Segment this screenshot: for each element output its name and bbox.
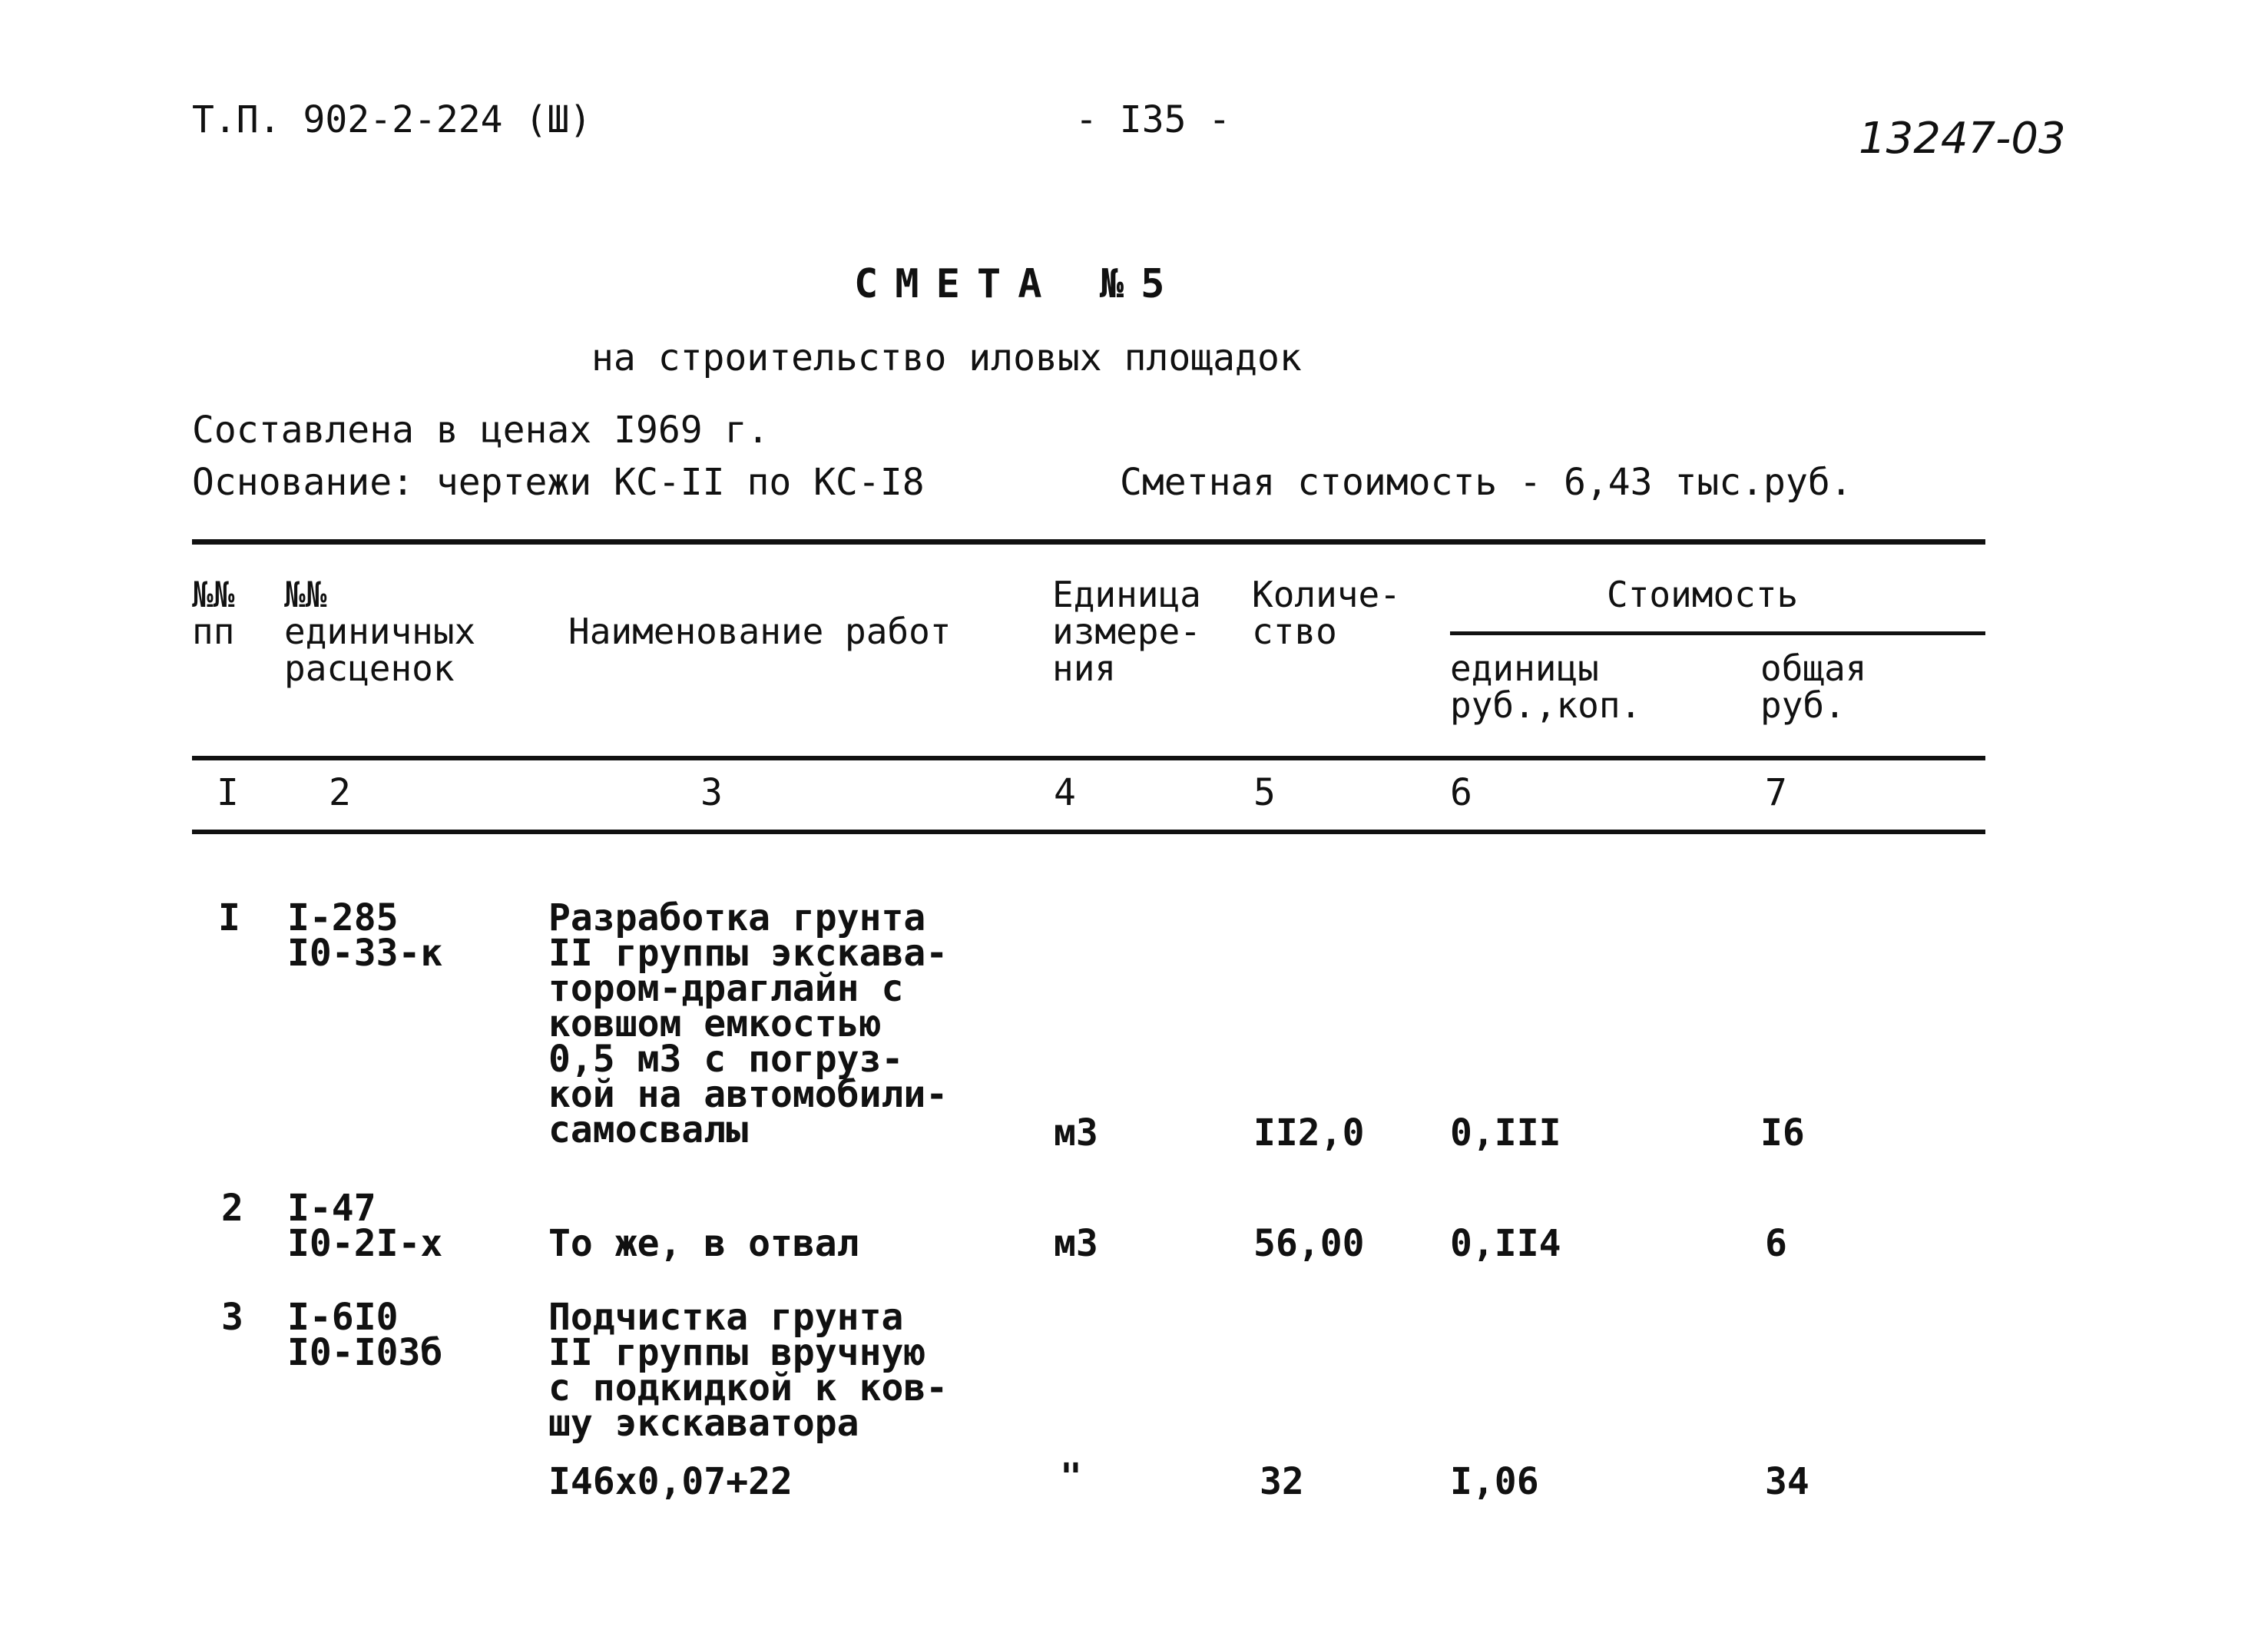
column-number: 4 (1054, 771, 1076, 814)
row-number: 3 (221, 1296, 243, 1339)
rate-code: I-47 I0-2I-х (287, 1187, 443, 1265)
header-cost-group: Стоимость (1607, 574, 1799, 615)
header-work-name: Наименование работ (568, 611, 952, 652)
handwritten-number: 13247-03 (1859, 114, 2066, 164)
header-unit: Единица измере- ния (1052, 574, 1201, 689)
column-number: 3 (700, 771, 723, 814)
header-quantity: Количе- ство (1252, 574, 1401, 652)
quantity: 32 (1260, 1460, 1304, 1503)
column-number: 7 (1765, 771, 1787, 814)
unit: м3 (1054, 1111, 1098, 1154)
cost-group-rule (1450, 631, 1985, 635)
work-name: То же, в отвал (548, 1222, 859, 1265)
header-bottom-rule (192, 756, 1985, 760)
doc-code: Т.П. 902-2-224 (Ш) (192, 98, 592, 141)
quantity: 56,00 (1253, 1222, 1365, 1265)
work-name: Разработка грунта II группы экскава- тором-драглайн с ковшом емкостью 0,5 м3 с погруз- кой на автомобили- самосвалы (548, 896, 949, 1151)
document-subtitle: на строительство иловых площадок (591, 336, 1302, 379)
work-name: Подчистка грунта II группы вручную с подкидкой к ков- шу экскаватора (548, 1296, 949, 1445)
quantity: II2,0 (1253, 1111, 1365, 1154)
column-number: 5 (1253, 771, 1276, 814)
column-number: 6 (1450, 771, 1472, 814)
total-cost: I6 (1760, 1111, 1805, 1154)
estimated-cost: Сметная стоимость - 6,43 тыс.руб. (1120, 461, 1852, 504)
basis-note: Основание: чертежи КС-II по КС-I8 (192, 461, 925, 504)
document-title: СМЕТА №5 (854, 261, 1182, 307)
header-row-number: №№ пп (192, 574, 235, 652)
unit-cost: I,06 (1450, 1460, 1539, 1503)
table-top-rule (192, 539, 1985, 545)
column-number: I (217, 771, 239, 814)
header-rate-code: №№ единичных расценок (284, 574, 476, 689)
total-cost: 6 (1765, 1222, 1787, 1265)
row-number: I (218, 896, 240, 939)
total-cost: 34 (1765, 1460, 1809, 1503)
unit: м3 (1054, 1222, 1098, 1265)
column-number: 2 (329, 771, 351, 814)
page-number: - I35 - (1075, 98, 1231, 141)
prices-note: Составлена в ценах I969 г. (192, 409, 770, 452)
row-number: 2 (221, 1187, 243, 1230)
rate-code: I-6I0 I0-I03б (287, 1296, 443, 1374)
column-numbers-rule (192, 830, 1985, 834)
header-total-cost: общая руб. (1760, 648, 1867, 726)
rate-code: I-285 I0-33-к (287, 896, 443, 975)
header-unit-cost: единицы руб.,коп. (1450, 648, 1642, 726)
unit: " (1060, 1456, 1082, 1499)
unit-cost: 0,III (1450, 1111, 1561, 1154)
quantity-formula: I46х0,07+22 (548, 1460, 793, 1503)
unit-cost: 0,II4 (1450, 1222, 1561, 1265)
